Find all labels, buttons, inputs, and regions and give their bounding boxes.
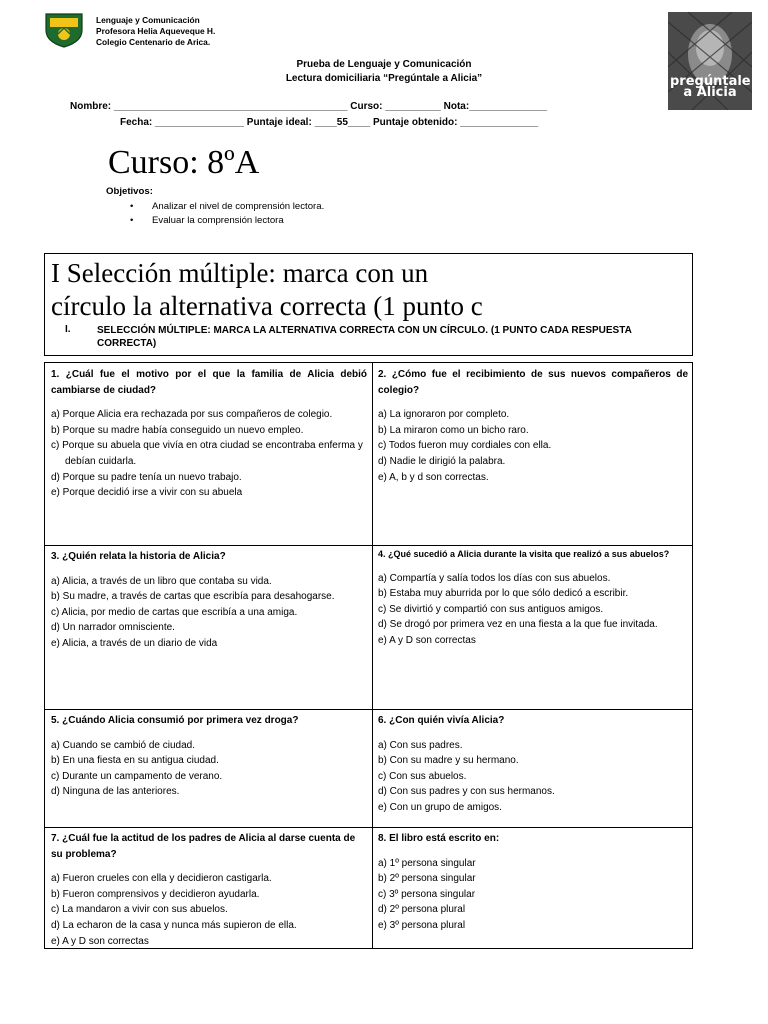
question-text: 8. El libro está escrito en: bbox=[378, 833, 500, 844]
objectives-label: Objetivos: bbox=[106, 186, 153, 197]
section-heading-box bbox=[44, 253, 693, 356]
answer-option[interactable]: a) Con sus padres. bbox=[378, 739, 463, 751]
question-cell-4 bbox=[378, 549, 688, 648]
answer-option[interactable]: b) En una fiesta en su antigua ciudad. bbox=[51, 755, 219, 767]
section-numeral: I. bbox=[65, 324, 71, 335]
answer-option[interactable]: c) 3º persona singular bbox=[378, 888, 476, 900]
school-label: Colegio Centenario de Arica. bbox=[96, 37, 211, 47]
table-divider bbox=[45, 545, 692, 546]
school-logo bbox=[44, 12, 84, 48]
answer-option[interactable]: d) Con sus padres y con sus hermanos. bbox=[378, 786, 555, 798]
answer-option[interactable]: e) Alicia, a través de un diario de vida bbox=[51, 637, 218, 649]
question-cell-2 bbox=[378, 367, 688, 485]
answer-option[interactable]: d) Un narrador omnisciente. bbox=[51, 622, 175, 634]
question-cell-3 bbox=[51, 549, 367, 652]
questions-table bbox=[44, 362, 693, 949]
answer-option[interactable]: c) Porque su abuela que vivía en otra ciudad se encontraba enferma y debían cuidarla. bbox=[51, 440, 363, 467]
answer-option[interactable]: e) Con un grupo de amigos. bbox=[378, 801, 502, 813]
question-text: 2. ¿Cómo fue el recibimiento de sus nuevos compañeros de colegio? bbox=[378, 369, 688, 396]
subject-label: Lenguaje y Comunicación bbox=[96, 15, 200, 25]
question-text: 7. ¿Cuál fue la actitud de los padres de Alicia al darse cuenta de su problema? bbox=[51, 833, 356, 860]
cover-title-line-1: pregúntale bbox=[670, 74, 751, 89]
answer-option[interactable]: c) Alicia, por medio de cartas que escribía a una amiga. bbox=[51, 606, 298, 618]
header-info bbox=[96, 15, 215, 48]
answer-option[interactable]: d) Porque su padre tenía un nuevo trabajo. bbox=[51, 471, 242, 483]
section-heading-large bbox=[51, 257, 483, 323]
objective-item: • Evaluar la comprensión lectora bbox=[130, 214, 324, 228]
answer-option[interactable]: d) La echaron de la casa y nunca más supieron de ella. bbox=[51, 919, 297, 931]
answer-option[interactable]: b) 2º persona singular bbox=[378, 873, 476, 885]
answer-option[interactable]: a) La ignoraron por completo. bbox=[378, 409, 510, 421]
table-divider bbox=[45, 827, 692, 828]
objective-item: • Analizar el nivel de comprensión lectora. bbox=[130, 200, 324, 214]
student-info-line: Nombre: __________________________________________ Curso: __________ Nota:______________ bbox=[70, 101, 548, 112]
section-heading-line-1: I Selección múltiple: marca con un bbox=[51, 258, 429, 288]
answer-option[interactable]: a) Cuando se cambió de ciudad. bbox=[51, 739, 195, 751]
answer-option[interactable]: e) A y D son correctas bbox=[378, 634, 476, 646]
answer-option[interactable]: a) Compartía y salía todos los días con sus abuelos. bbox=[378, 572, 611, 584]
table-divider bbox=[45, 709, 692, 710]
answer-option[interactable]: a) Porque Alicia era rechazada por sus compañeros de colegio. bbox=[51, 409, 333, 421]
answer-option[interactable]: b) La miraron como un bicho raro. bbox=[378, 424, 529, 436]
answer-option[interactable]: b) Con su madre y su hermano. bbox=[378, 755, 519, 767]
answer-option[interactable]: d) Nadie le dirigió la palabra. bbox=[378, 455, 506, 467]
answer-option[interactable]: b) Estaba muy aburrida por lo que sólo dedicó a escribir. bbox=[378, 588, 629, 600]
exam-title bbox=[0, 58, 768, 89]
question-text: 3. ¿Quién relata la historia de Alicia? bbox=[51, 551, 226, 562]
answer-option[interactable]: e) 3º persona plural bbox=[378, 919, 466, 931]
answer-option[interactable]: e) A y D son correctas bbox=[51, 935, 149, 947]
question-cell-6 bbox=[378, 713, 688, 816]
answer-option[interactable]: e) A, b y d son correctas. bbox=[378, 471, 489, 483]
question-text: 5. ¿Cuándo Alicia consumió por primera vez droga? bbox=[51, 715, 299, 726]
answer-option[interactable]: d) Ninguna de las anteriores. bbox=[51, 786, 180, 798]
objectives-list bbox=[130, 200, 324, 228]
answer-option[interactable]: c) Todos fueron muy cordiales con ella. bbox=[378, 440, 552, 452]
section-instructions: SELECCIÓN MÚLTIPLE: MARCA LA ALTERNATIVA CORRECTA CON UN CÍRCULO. (1 PUNTO CADA RESPUESTA CORRECTA) bbox=[97, 325, 632, 349]
answer-option[interactable]: a) Fueron crueles con ella y decidieron castigarla. bbox=[51, 873, 272, 885]
question-cell-7 bbox=[51, 831, 367, 949]
question-text: 1. ¿Cuál fue el motivo por el que la familia de Alicia debió cambiarse de ciudad? bbox=[51, 369, 367, 396]
answer-option[interactable]: e) Porque decidió irse a vivir con su abuela bbox=[51, 487, 243, 499]
table-divider bbox=[372, 363, 373, 948]
score-info-line: Fecha: ________________ Puntaje ideal: ____55____ Puntaje obtenido: ______________ bbox=[120, 117, 539, 128]
answer-option[interactable]: c) La mandaron a vivir con sus abuelos. bbox=[51, 904, 228, 916]
question-text: 6. ¿Con quién vivía Alicia? bbox=[378, 715, 505, 726]
question-text: 4. ¿Qué sucedió a Alicia durante la visita que realizó a sus abuelos? bbox=[378, 549, 670, 559]
course-heading: Curso: 8ºA bbox=[108, 144, 260, 181]
question-cell-1 bbox=[51, 367, 367, 501]
answer-option[interactable]: c) Durante un campamento de verano. bbox=[51, 770, 223, 782]
answer-option[interactable]: b) Fueron comprensivos y decidieron ayudarla. bbox=[51, 888, 260, 900]
exam-title-line-1: Prueba de Lenguaje y Comunicación bbox=[296, 59, 472, 70]
cover-title-line-2: a Alicia bbox=[683, 85, 737, 100]
answer-option[interactable]: c) Se divirtió y compartió con sus antiguos amigos. bbox=[378, 603, 604, 615]
answer-option[interactable]: a) 1º persona singular bbox=[378, 857, 476, 869]
answer-option[interactable]: c) Con sus abuelos. bbox=[378, 770, 467, 782]
answer-option[interactable]: d) Se drogó por primera vez en una fiesta a la que fue invitada. bbox=[378, 619, 658, 631]
section-heading-line-2: círculo la alternativa correcta (1 punto c bbox=[51, 291, 483, 321]
answer-option[interactable]: d) 2º persona plural bbox=[378, 904, 466, 916]
exam-title-line-2: Lectura domiciliaria “Pregúntale a Alicia” bbox=[285, 73, 483, 84]
question-cell-5 bbox=[51, 713, 367, 800]
question-cell-8 bbox=[378, 831, 688, 934]
answer-option[interactable]: b) Su madre, a través de cartas que escribía para desahogarse. bbox=[51, 591, 335, 603]
teacher-label: Profesora Helia Aqueveque H. bbox=[96, 26, 216, 36]
answer-option[interactable]: a) Alicia, a través de un libro que contaba su vida. bbox=[51, 575, 272, 587]
answer-option[interactable]: b) Porque su madre había conseguido un nuevo empleo. bbox=[51, 424, 304, 436]
